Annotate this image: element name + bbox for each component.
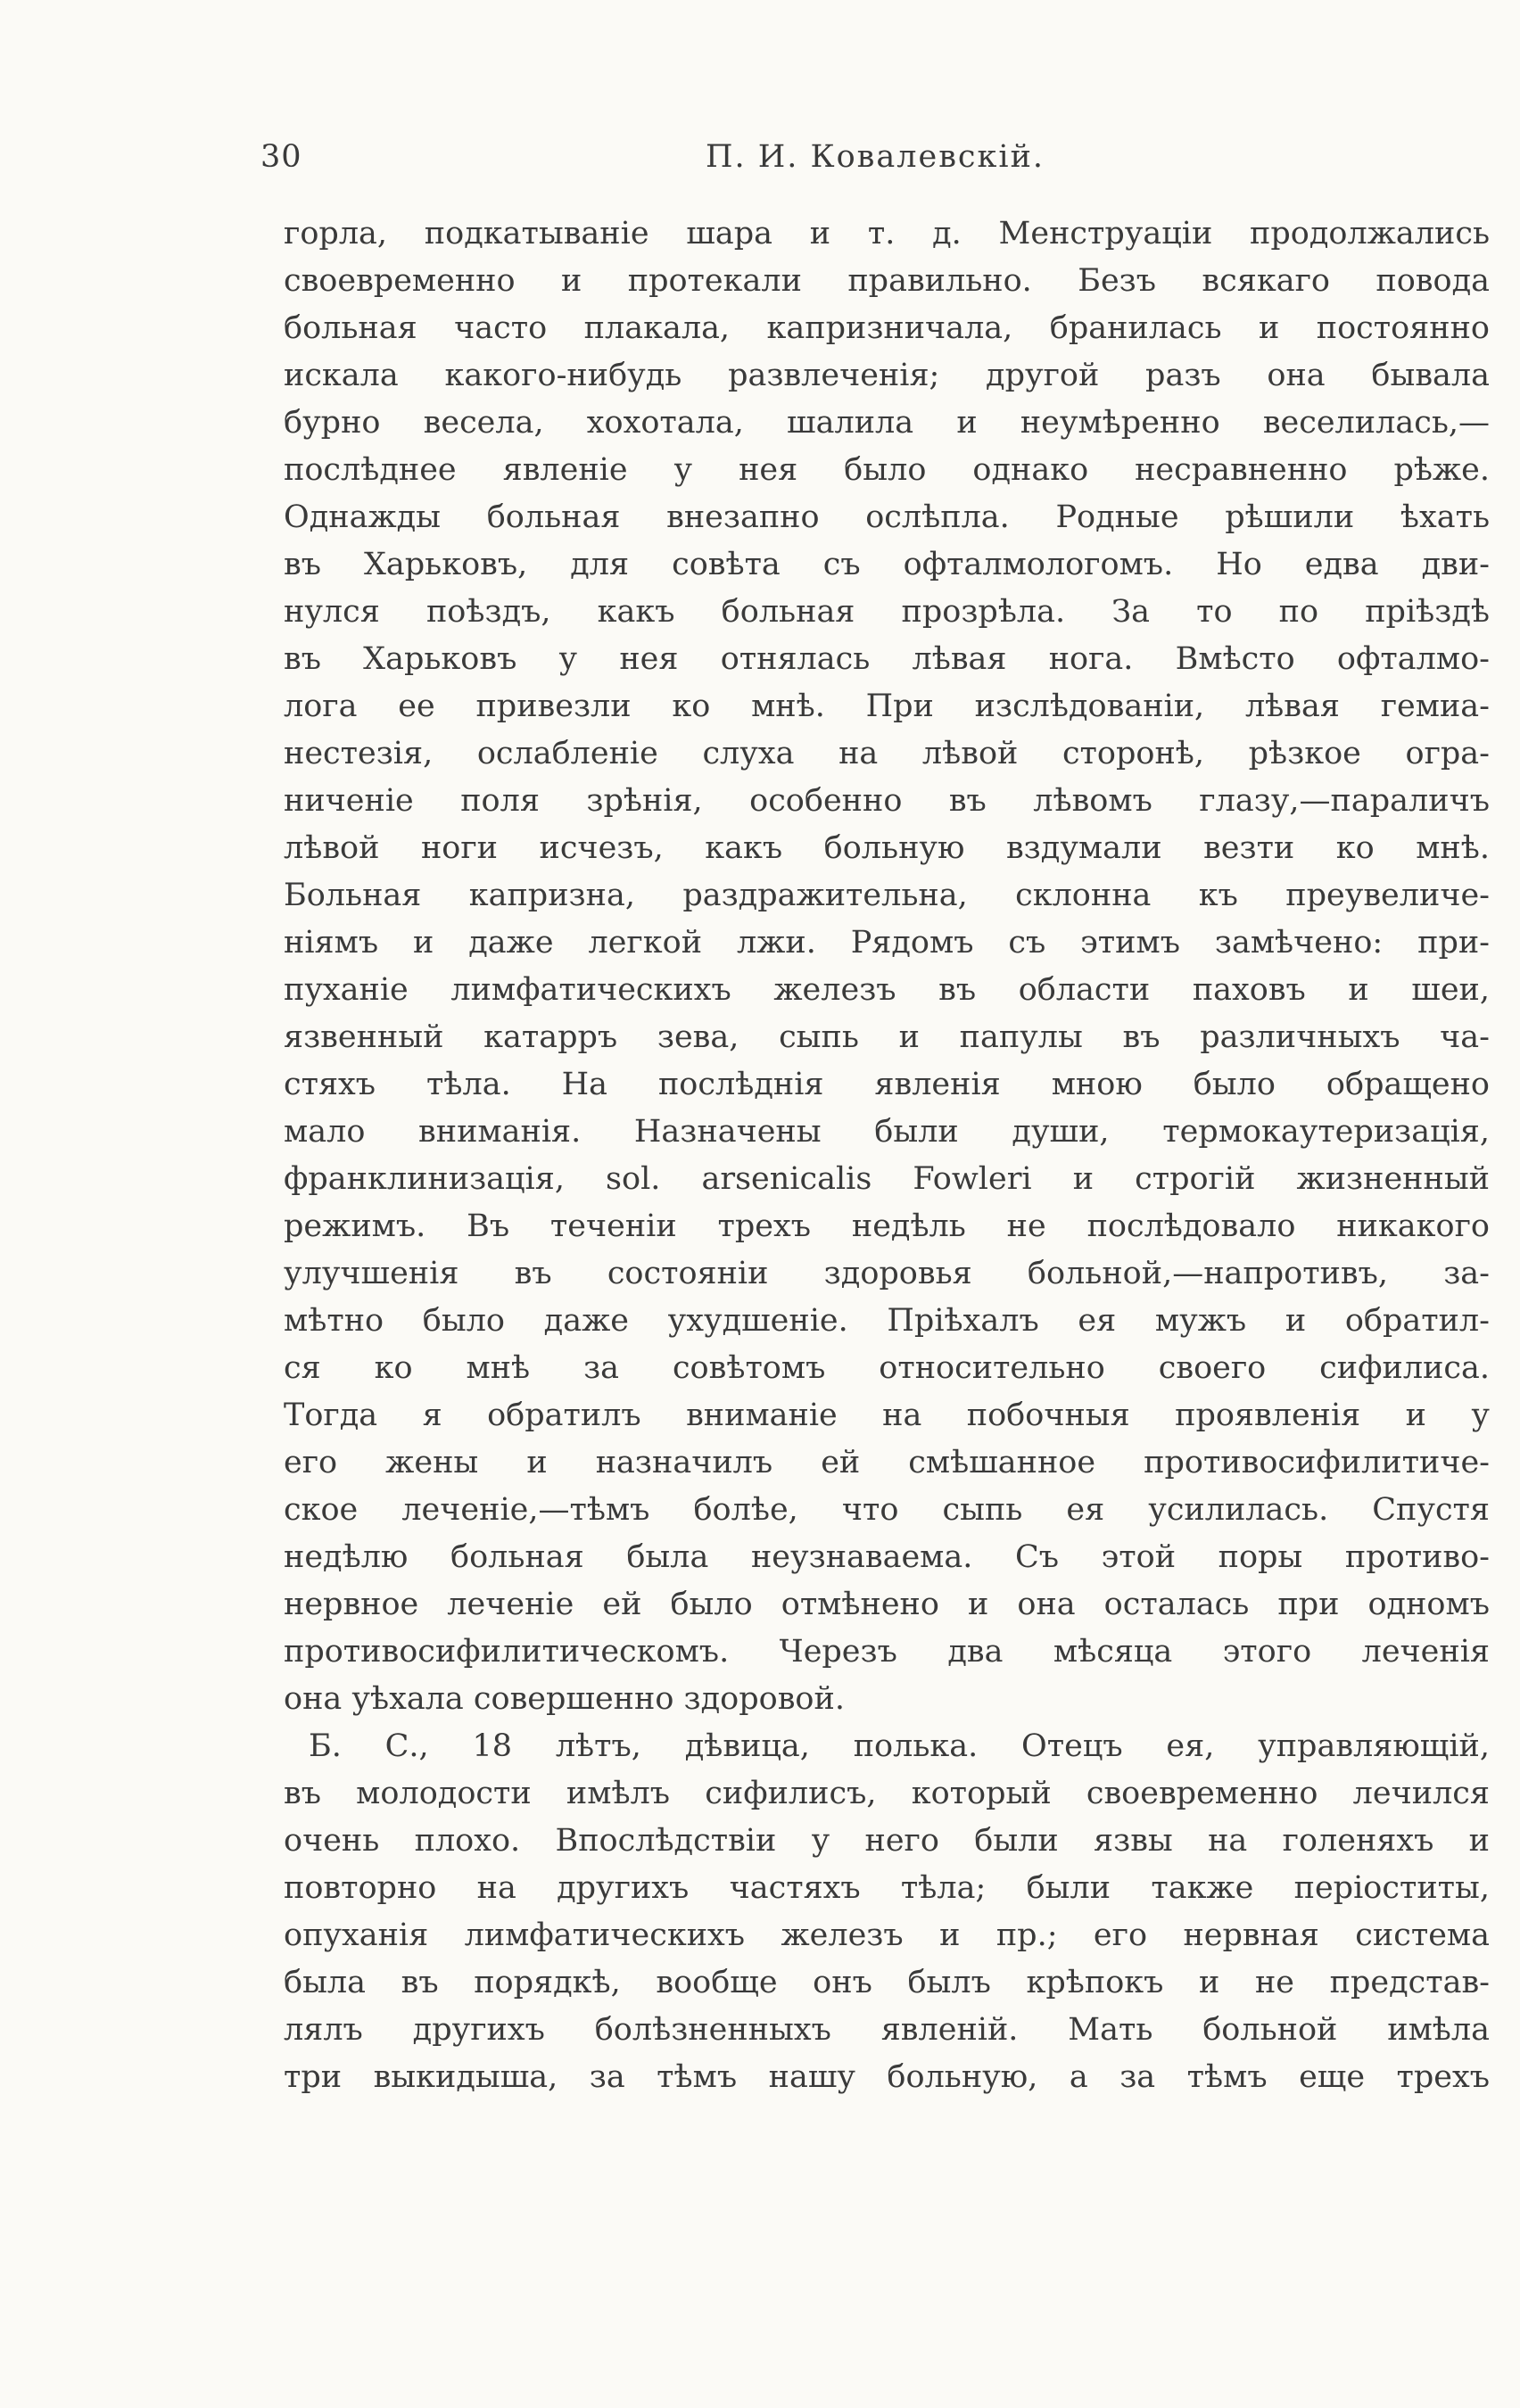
text-line: бурно весела, хохотала, шалила и неумѣренно веселилась,— <box>284 405 1490 441</box>
text-line: въ молодости имѣлъ сифилисъ, который своевременно лечился <box>284 1776 1490 1811</box>
text-line: очень плохо. Впослѣдствіи у него были язвы на голеняхъ и <box>284 1823 1490 1859</box>
text-line: ское леченіе,—тѣмъ болѣе, что сыпь ея усилилась. Спустя <box>284 1492 1490 1528</box>
text-line: противосифилитическомъ. Черезъ два мѣсяца этого леченія <box>284 1634 1490 1670</box>
text-line: стяхъ тѣла. На послѣднія явленія мною было обращено <box>284 1067 1490 1102</box>
text-line: режимъ. Въ теченіи трехъ недѣль не послѣдовало никакого <box>284 1208 1490 1244</box>
text-line: своевременно и протекали правильно. Безъ всякаго повода <box>284 263 1490 299</box>
text-line: ниченіе поля зрѣнія, особенно въ лѣвомъ глазу,—параличъ <box>284 783 1490 819</box>
text-line: больная часто плакала, капризничала, бранилась и постоянно <box>284 310 1490 346</box>
page-number: 30 <box>260 139 302 175</box>
text-line: была въ порядкѣ, вообще онъ былъ крѣпокъ и не представ- <box>284 1965 1490 2000</box>
text-line: его жены и назначилъ ей смѣшанное противосифилитиче- <box>284 1445 1490 1480</box>
text-line: франклинизація, sol. arsenicalis Fowleri и строгій жизненный <box>284 1161 1490 1197</box>
text-line: лога ее привезли ко мнѣ. При изслѣдованіи, лѣвая гемиа- <box>284 689 1490 724</box>
running-title: П. И. Ковалевскій. <box>705 139 1045 175</box>
text-line: пуханіе лимфатическихъ железъ въ области паховъ и шеи, <box>284 972 1490 1008</box>
text-line: улучшенія въ состояніи здоровья больной,—напротивъ, за- <box>284 1256 1490 1291</box>
text-line: мало вниманія. Назначены были души, термокаутеризація, <box>284 1114 1490 1150</box>
text-line: три выкидыша, за тѣмъ нашу больную, а за тѣмъ еще трехъ <box>284 2059 1490 2095</box>
text-line: послѣднее явленіе у нея было однако несравненно рѣже. <box>284 452 1490 488</box>
text-line: въ Харьковъ у нея отнялась лѣвая нога. Вмѣсто офталмо- <box>284 641 1490 677</box>
text-line: лялъ другихъ болѣзненныхъ явленій. Мать больной имѣла <box>284 2012 1490 2048</box>
text-line: Больная капризна, раздражительна, склонна къ преувеличе- <box>284 878 1490 913</box>
text-line: нервное леченіе ей было отмѣнено и она осталась при одномъ <box>284 1587 1490 1622</box>
text-line: язвенный катарръ зева, сыпь и папулы въ различныхъ ча- <box>284 1019 1490 1055</box>
text-line: искала какого-нибудь развлеченія; другой разъ она бывала <box>284 358 1490 393</box>
text-line: нулся поѣздъ, какъ больная прозрѣла. За то по пріѣздѣ <box>284 594 1490 630</box>
text-line: ніямъ и даже легкой лжи. Рядомъ съ этимъ замѣчено: при- <box>284 925 1490 961</box>
text-line: Б. С., 18 лѣтъ, дѣвица, полька. Отецъ ея, управляющій, <box>309 1728 1490 1764</box>
text-line: горла, подкатываніе шара и т. д. Менструаціи продолжались <box>284 216 1490 252</box>
text-line: въ Харьковъ, для совѣта съ офталмологомъ. Но едва дви- <box>284 547 1490 582</box>
text-line: она уѣхала совершенно здоровой. <box>284 1681 845 1717</box>
text-line: Однажды больная внезапно ослѣпла. Родные рѣшили ѣхать <box>284 499 1490 535</box>
text-line: лѣвой ноги исчезъ, какъ больную вздумали везти ко мнѣ. <box>284 830 1490 866</box>
text-line: опуханія лимфатическихъ железъ и пр.; его нервная система <box>284 1917 1490 1953</box>
text-line: мѣтно было даже ухудшеніе. Пріѣхалъ ея мужъ и обратил- <box>284 1303 1490 1339</box>
text-line: недѣлю больная была неузнаваема. Съ этой поры противо- <box>284 1539 1490 1575</box>
text-line: повторно на другихъ частяхъ тѣла; были также періоститы, <box>284 1870 1490 1906</box>
text-line: ся ко мнѣ за совѣтомъ относительно своего сифилиса. <box>284 1350 1490 1386</box>
text-line: нестезія, ослабленіе слуха на лѣвой сторонѣ, рѣзкое огра- <box>284 736 1490 771</box>
body-text <box>284 210 1490 2101</box>
text-line: Тогда я обратилъ вниманіе на побочныя проявленія и у <box>284 1398 1490 1433</box>
